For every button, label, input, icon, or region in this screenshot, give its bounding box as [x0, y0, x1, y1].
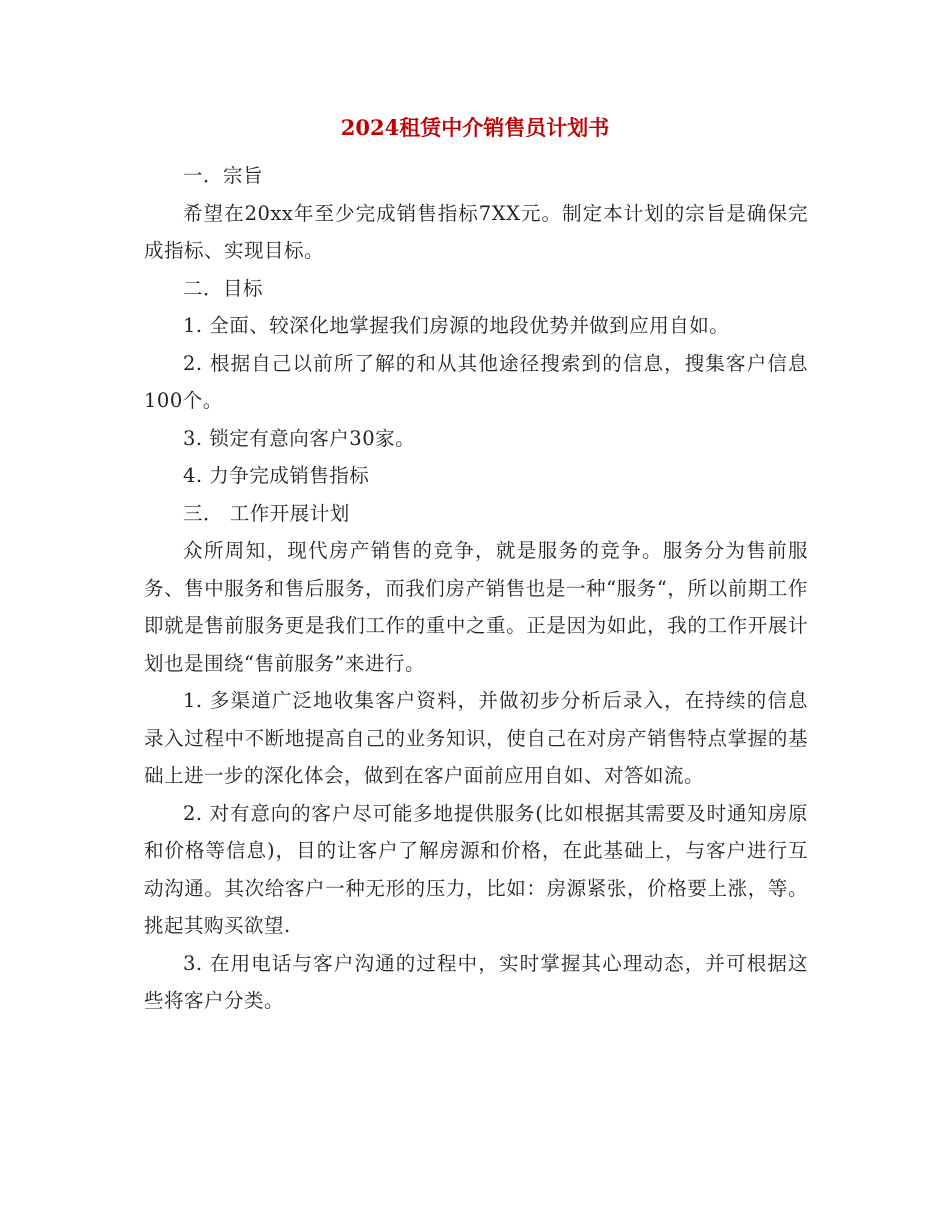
section-heading-goals: 二．目标 [183, 276, 264, 300]
goal-item-3: 3. 锁定有意向客户30家。 [183, 426, 416, 450]
goal-item-4: 4. 力争完成销售指标 [183, 464, 370, 487]
section-heading-plan: 三． 工作开展计划 [183, 501, 350, 525]
goal-item-2: 2. 根据自己以前所了解的和从其他途径搜索到的信息，搜集客户信息100个。 [144, 351, 808, 412]
plan-item-3: 3. 在用电话与客户沟通的过程中，实时掌握其心理动态，并可根据这些将客户分类。 [144, 951, 808, 1012]
plan-item-1: 1. 多渠道广泛地收集客户资料，并做初步分析后录入，在持续的信息录入过程中不断地提高自己的业务知识，使自己在对房产销售特点掌握的基础上进一步的深化体会，做到在客户面前应用自如、对答如流。 [144, 689, 808, 787]
goal-item-1: 1. 全面、较深化地掌握我们房源的地段优势并做到应用自如。 [183, 314, 730, 337]
paragraph-purpose: 希望在20xx年至少完成销售指标7XX元。制定本计划的宗旨是确保完成指标、实现目标。 [144, 201, 808, 262]
section-heading-purpose: 一．宗旨 [183, 164, 264, 187]
document-body [144, 157, 808, 1020]
document-title: 2024租赁中介销售员计划书 [340, 115, 610, 140]
paragraph-plan-intro: 众所周知，现代房产销售的竞争，就是服务的竞争。服务分为售前服务、售中服务和售后服务，而我们房产销售也是一种“服务“，所以前期工作即就是售前服务更是我们工作的重中之重。正是因为如此，我的工作开展计划也是围绕“售前服务”来进行。 [144, 539, 808, 675]
plan-item-2: 2. 对有意向的客户尽可能多地提供服务(比如根据其需要及时通知房原和价格等信息)，目的让客户了解房源和价格，在此基础上，与客户进行互动沟通。其次给客户一种无形的压力，比如：房源紧张，价格要上涨，等。挑起其购买欲望. [144, 801, 808, 937]
